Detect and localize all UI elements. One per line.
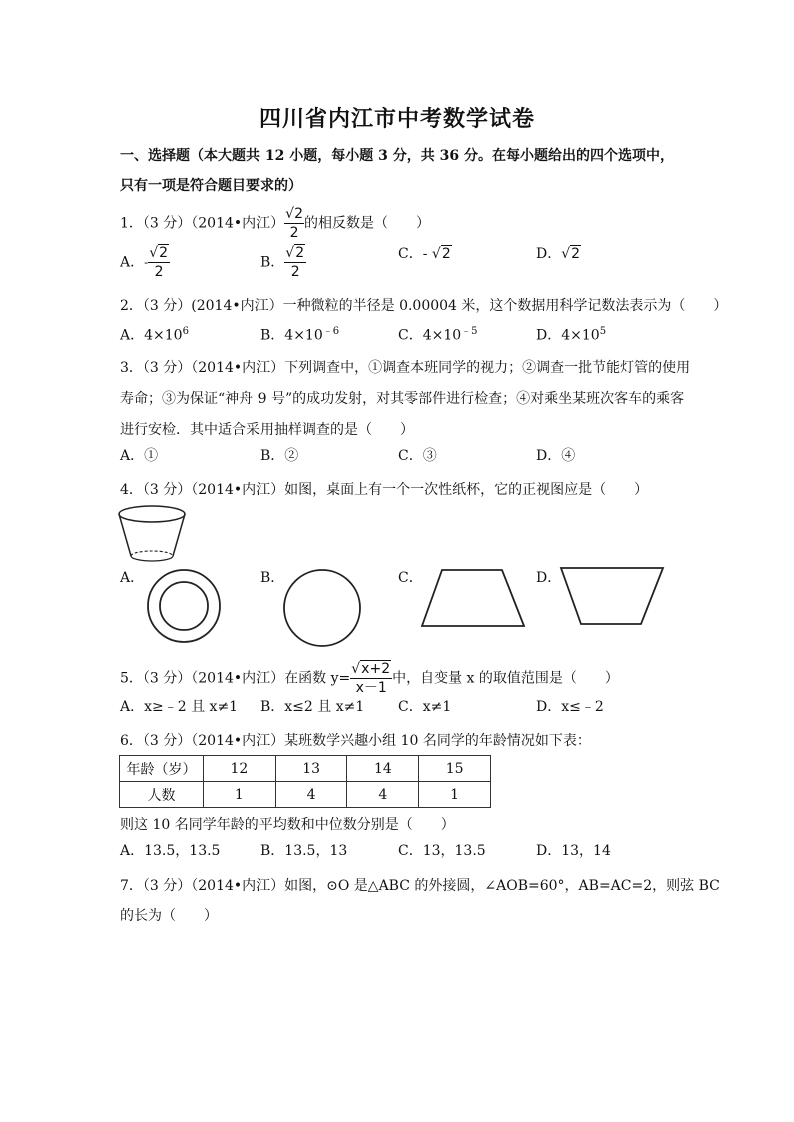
question-7-line-1: 7．（3 分）（2014•内江）如图，⊙O 是△ABC 的外接圆，∠AOB=60°，AB=AC=2，则弦 BC (120, 878, 720, 894)
q5-option-c[interactable]: C．x≠1 (398, 699, 452, 715)
q4-option-d-figure[interactable] (559, 566, 665, 628)
q1-option-d-radical: √2 (561, 246, 581, 262)
question-6-stem: 6．（3 分）（2014•内江）某班数学兴趣小组 10 名同学的年龄情况如下表： (120, 733, 591, 749)
question-3-line-3: 进行安检．其中适合采用抽样调查的是（ ） (120, 422, 414, 438)
q1-option-b-fraction (284, 244, 306, 281)
q1-option-a-denominator: 2 (154, 264, 164, 280)
q1-option-b-denominator: 2 (290, 264, 300, 280)
table-cell: 4 (347, 782, 419, 808)
ring-inner-circle (160, 582, 208, 630)
q4-option-a[interactable]: A． (120, 570, 145, 586)
question-7-line-2: 的长为（ ） (120, 908, 218, 924)
q5-option-a[interactable]: A．x≥﹣2 且 x≠1 (120, 699, 239, 715)
q3-option-d[interactable]: D．④ (536, 448, 576, 464)
table-cell: 12 (204, 756, 276, 782)
q1-fraction-numerator: √2 (285, 206, 303, 222)
trapezoid-upright (422, 570, 524, 626)
q4-option-d[interactable]: D． (536, 570, 562, 586)
q1-option-a-sign: - (144, 255, 149, 270)
question-5-stem (120, 660, 619, 697)
ring-outer-circle (148, 570, 220, 642)
q1-option-c[interactable] (398, 244, 452, 264)
table-cell: 14 (347, 756, 419, 782)
table-header-cell: 年龄（岁） (120, 756, 204, 782)
page-title: 四川省内江市中考数学试卷 (258, 106, 535, 132)
q5-fraction-denominator: x－1 (355, 680, 387, 696)
q3-option-a[interactable]: A．① (120, 448, 159, 464)
q2-option-b[interactable]: B．$4\times 10^{﹣6}$ (260, 326, 340, 344)
q6-option-a[interactable]: A．13.5，13.5 (120, 843, 221, 859)
paper-cup-figure (114, 502, 194, 566)
table-cell: 13 (275, 756, 347, 782)
q1-option-c-sign: - (422, 246, 432, 262)
q1-option-a-label: A． (120, 254, 145, 271)
circle-outline (284, 570, 360, 646)
q1-option-b-label: B． (260, 254, 285, 271)
q1-option-c-radical: √2 (431, 246, 451, 262)
q6-option-d[interactable]: D．13，14 (536, 843, 611, 859)
question-6-question: 则这 10 名同学年龄的平均数和中位数分别是（ ） (120, 817, 455, 833)
q5-option-b[interactable]: B．x≤2 且 x≠1 (260, 699, 365, 715)
q5-prefix: 5．（3 分）（2014•内江）在函数 y= (120, 670, 351, 687)
q3-option-c[interactable]: C．③ (398, 448, 437, 464)
q1-option-a-numerator: √2 (149, 245, 169, 261)
table-cell: 15 (419, 756, 491, 782)
q1-option-a-fraction (148, 244, 170, 281)
q4-option-a-figure[interactable] (146, 568, 222, 644)
age-table (119, 755, 491, 808)
table-row (120, 782, 491, 808)
q2-option-c[interactable]: C．$4\times 10^{﹣5}$ (398, 326, 478, 344)
q1-option-b-numerator: √2 (285, 245, 305, 261)
table-header-cell: 人数 (120, 782, 204, 808)
q1-option-c-label: C． (398, 246, 423, 262)
q2-option-d[interactable]: D．$4\times 10^5$ (536, 326, 607, 344)
q5-fraction (350, 660, 392, 697)
table-row (120, 756, 491, 782)
table-cell: 4 (275, 782, 347, 808)
question-4-stem: 4．（3 分）（2014•内江）如图，桌面上有一个一次性纸杯，它的正视图应是（ ） (120, 482, 649, 498)
q4-option-c[interactable]: C． (398, 570, 423, 586)
q4-option-b[interactable]: B． (260, 570, 285, 586)
trapezoid-inverted (561, 568, 663, 624)
q5-suffix: 中，自变量 x 的取值范围是（ ） (392, 670, 619, 687)
q1-suffix: 的相反数是（ ） (303, 215, 430, 232)
q1-option-a[interactable] (120, 244, 170, 281)
q1-option-b[interactable] (260, 244, 306, 281)
q6-option-b[interactable]: B．13.5，13 (260, 843, 348, 859)
question-3-line-2: 寿命；③为保证“神舟 9 号”的成功发射，对其零部件进行检查；④对乘坐某班次客车的乘客 (120, 391, 685, 407)
q6-option-c[interactable]: C．13，13.5 (398, 843, 486, 859)
q1-option-d[interactable] (536, 244, 581, 264)
question-2-stem: 2．（3 分）(2014•内江）一种微粒的半径是 0.00004 米，这个数据用科学记数法表示为（ ） (120, 298, 728, 314)
q1-prefix: 1．（3 分）（2014•内江） (120, 215, 285, 232)
question-1-stem (120, 205, 430, 242)
table-cell: 1 (419, 782, 491, 808)
q5-fraction-numerator: √x+2 (351, 661, 391, 677)
q3-option-b[interactable]: B．② (260, 448, 299, 464)
q1-fraction (284, 205, 304, 242)
q5-option-d[interactable]: D．x≤﹣2 (536, 699, 604, 715)
q4-option-c-figure[interactable] (420, 568, 526, 630)
table-cell: 1 (204, 782, 276, 808)
q4-option-b-figure[interactable] (282, 568, 362, 648)
q1-option-d-label: D． (536, 246, 562, 262)
section-heading: 一、选择题（本大题共 12 小题，每小题 3 分，共 36 分。在每小题给出的四个选项中，只有一项是符合题目要求的） (120, 148, 674, 194)
question-3-line-1: 3．（3 分）（2014•内江）下列调查中，①调查本班同学的视力；②调查一批节能灯管的使用 (120, 360, 691, 376)
q2-option-a[interactable]: A．$4\times 10^6$ (120, 326, 189, 344)
q1-fraction-denominator: 2 (289, 225, 299, 241)
